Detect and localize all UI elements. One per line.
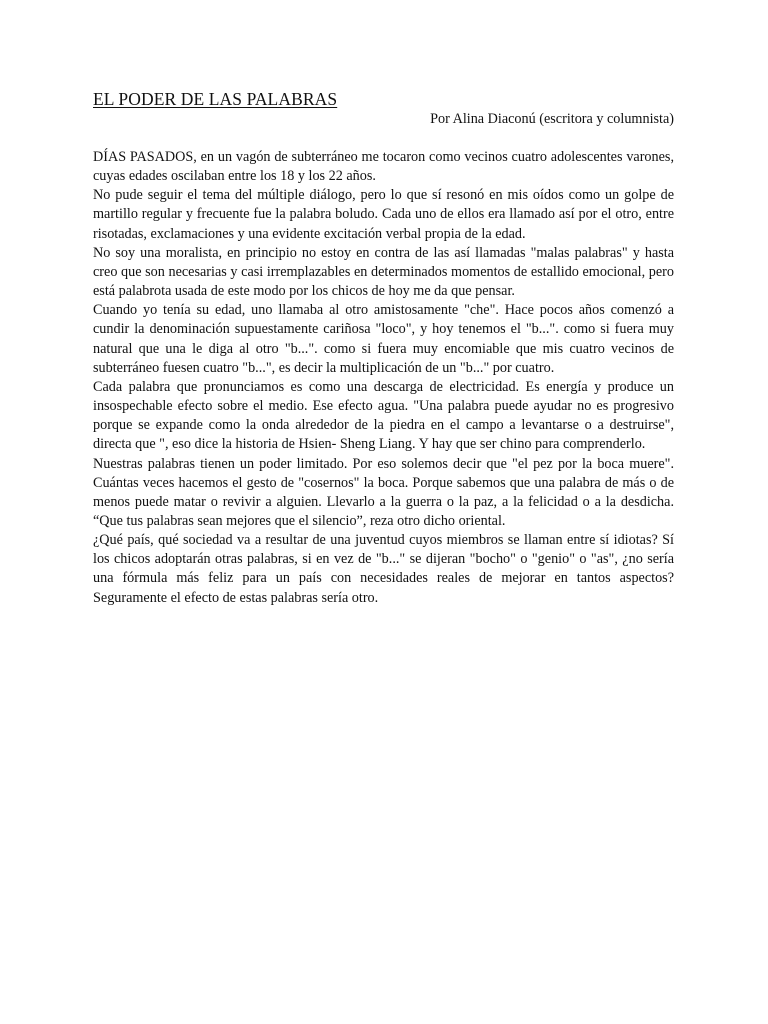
paragraph-1: DÍAS PASADOS, en un vagón de subterráneo me tocaron como vecinos cuatro adolescentes varones, cuyas edades oscilaban entre los 18 y los 22 años. [93, 149, 674, 185]
document-page [93, 88, 674, 608]
paragraph-4: Cuando yo tenía su edad, uno llamaba al otro amistosamente "che". Hace pocos años comenzó a cundir la denominación supuestamente cariñosa "loco", y hoy tenemos el "b...". como si fuera muy natural que una le diga al otro "b...". como si fuera muy encomiable que mis cuatro vecinos de subterráneo fuesen cuatro "b...", es decir la multiplicación de un "b..." por cuatro. [93, 302, 674, 376]
paragraph-3: No soy una moralista, en principio no estoy en contra de las así llamadas "malas palabras" y hasta creo que son necesarias y casi irremplazables en determinados momentos de estallido emocional, pero está palabrota usada de este modo por los chicos de hoy me da que pensar. [93, 244, 674, 300]
article-body [93, 148, 674, 608]
paragraph-6: Nuestras palabras tienen un poder limitado. Por eso solemos decir que "el pez por la boca muere". Cuántas veces hacemos el gesto de "cosernos" la boca. Porque sabemos que una palabra de más o de menos puede matar o revivir a alguien. Llevarlo a la guerra o la paz, a la felicidad o a la desdicha. “Que tus palabras sean mejores que el silencio”, reza otro dicho oriental. [93, 455, 674, 529]
document-title: EL PODER DE LAS PALABRAS [93, 89, 338, 109]
paragraph-7: ¿Qué país, qué sociedad va a resultar de una juventud cuyos miembros se llaman entre sí idiotas? Sí los chicos adoptarán otras palabras, si en vez de "b..." se dijeran "bocho" o "genio" o "as", ¿no sería una fórmula más feliz para un país con necesidades reales de mejorar en tantos aspectos? Seguramente el efecto de estas palabras sería otro. [93, 532, 674, 606]
author-byline: Por Alina Diaconú (escritora y columnista) [430, 111, 674, 127]
title-spacer [93, 129, 674, 148]
paragraph-5: Cada palabra que pronunciamos es como una descarga de electricidad. Es energía y produce un insospechable efecto sobre el medio. Ese efecto agua. "Una palabra puede ayudar no es progresivo porque se expande como la onda alrededor de la piedra en el campo a levantarse o a destruirse", directa que ", eso dice la historia de Hsien- Sheng Liang. Y hay que ser chino para comprenderlo. [93, 378, 674, 453]
paragraph-2: No pude seguir el tema del múltiple diálogo, pero lo que sí resonó en mis oídos como un golpe de martillo regular y frecuente fue la palabra boludo. Cada uno de ellos era llamado así por el otro, entre risotadas, exclamaciones y una evidente excitación verbal propia de la edad. [93, 187, 674, 242]
